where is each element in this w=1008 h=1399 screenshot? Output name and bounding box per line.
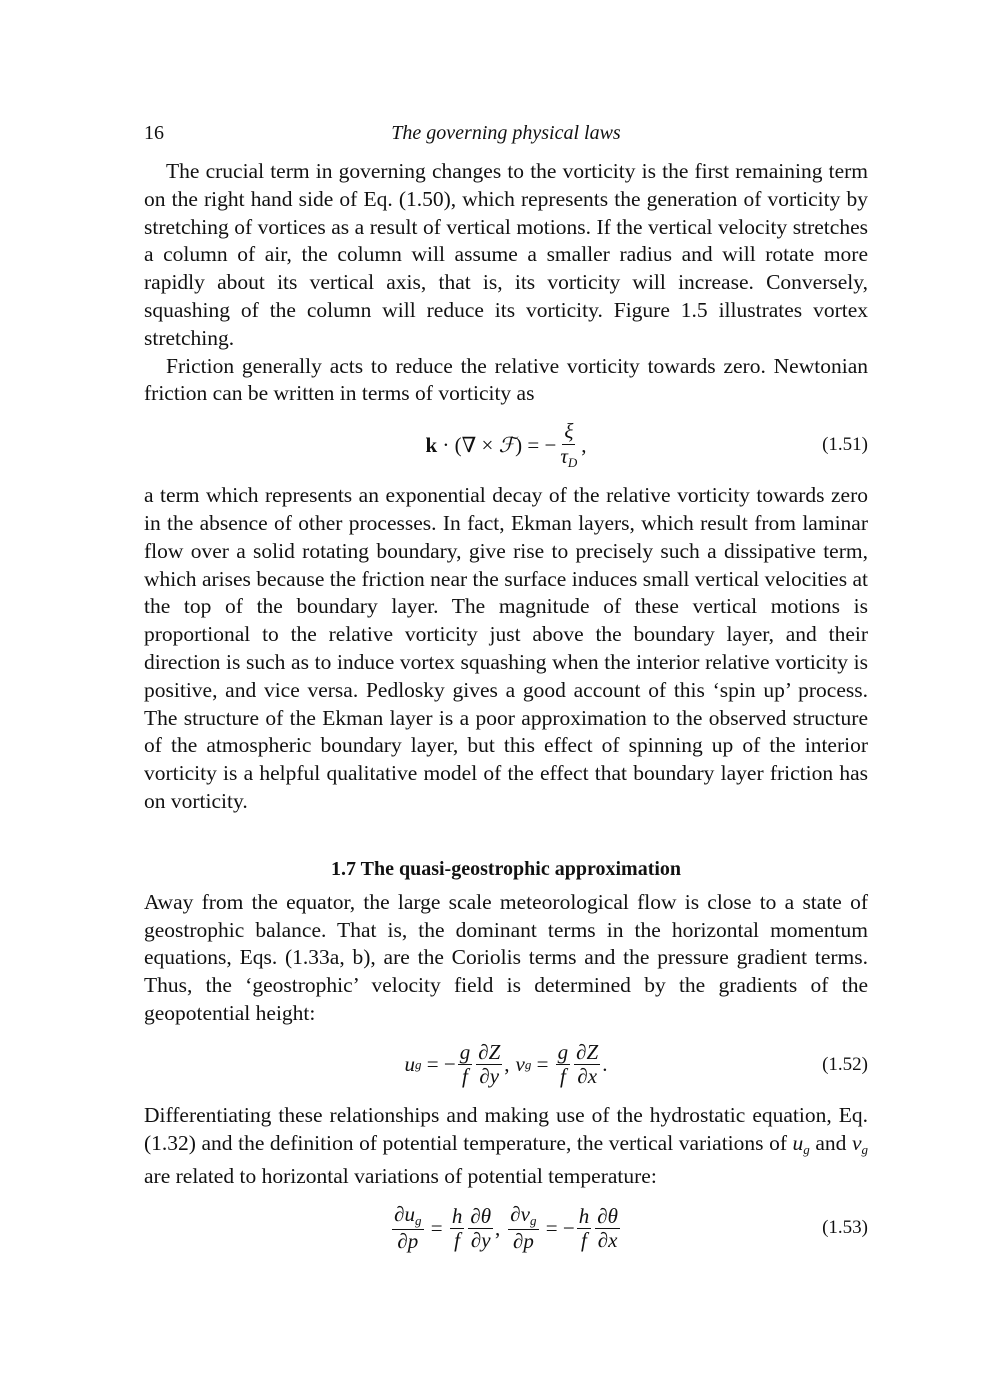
eq151-denominator <box>558 445 579 470</box>
eq152-dz-2: ∂Z <box>576 1040 599 1065</box>
eq152-frac-g-f-2 <box>556 1041 571 1088</box>
equation-1-52 <box>144 1032 868 1098</box>
eq153-dp-2: ∂p <box>512 1228 534 1253</box>
equation-1-52-body <box>144 1032 868 1098</box>
eq153-dtheta-2: ∂θ <box>597 1203 618 1228</box>
p5-and: and <box>809 1130 852 1155</box>
eq151-tau: τ <box>560 443 568 468</box>
eq151-lhs-middle: · (∇ × <box>437 432 499 457</box>
equation-1-51-body <box>144 412 868 478</box>
eq152-period: . <box>602 1052 608 1077</box>
eq153-dtheta-1: ∂θ <box>470 1203 492 1228</box>
eq153-dp-1: ∂p <box>397 1228 419 1253</box>
eq152-g-2: g <box>557 1040 569 1065</box>
section-title: 1.7 The quasi-geostrophic approximation <box>330 857 682 880</box>
paragraph-geostrophic: Away from the equator, the large scale meteorological flow is close to a state of geostrophic balance. That is, the dominant terms in the horizontal momentum equations, Eqs. (1.33a, b), are the Coriolis terms and the pressure gradient terms. Thus, the ‘geostrophic’ velocity field is determined by the gradients of the geopotential height: <box>144 889 868 1025</box>
eq152-frac-g-f-1 <box>458 1041 473 1088</box>
eq153-dv <box>508 1203 538 1229</box>
eq153-frac-dv-dp <box>508 1203 538 1252</box>
eq153-dv-text: ∂v <box>510 1202 530 1227</box>
eq153-frac-du-dp <box>392 1203 423 1252</box>
paragraph-thermal-wind <box>144 1102 868 1191</box>
book-page <box>144 118 868 1265</box>
p5-part-b: are related to horizontal variations of potential temperature: <box>144 1164 657 1189</box>
eq153-eq-minus: = − <box>540 1215 575 1240</box>
p5-vg: v <box>851 1130 862 1155</box>
eq152-u: u <box>404 1052 415 1077</box>
eq151-lhs-close: ) = − <box>515 432 557 457</box>
p5-ug: u <box>792 1130 804 1155</box>
eq153-du-sub: g <box>415 1213 422 1229</box>
equation-number-1-53: (1.53) <box>822 1217 868 1239</box>
equation-1-53-body <box>144 1195 868 1261</box>
paragraph-ekman: a term which represents an exponential decay of the relative vorticity towards zero in the absence of other processes. In fact, Ekman layers, which result from laminar flow over a solid rotating boundary, give rise to precisely such a dissipative term, which arises because the friction near the surface induces small vertical velocities at the top of the boundary layer. The magnitude of these vertical motions is proportional to the relative vorticity just above the boundary layer, and their direction is such as to induce vortex squashing when the interior relative vorticity is positive, and vice versa. Pedlosky gives a good account of this ‘spin up’ process. The structure of the Ekman layer is a poor approximation to the observed structure of the atmospheric boundary layer, but this effect of spinning up of the interior vorticity is a helpful qualitative model of the effect that boundary layer friction has on vorticity. <box>144 483 868 813</box>
eq153-du <box>392 1203 423 1229</box>
eq151-tail: , <box>581 432 587 457</box>
eq152-g-1: g <box>459 1040 471 1065</box>
eq152-v: v <box>515 1052 525 1077</box>
eq153-f-1: f <box>454 1227 461 1252</box>
equation-number-1-51: (1.51) <box>822 434 868 456</box>
eq152-f-1: f <box>462 1064 468 1089</box>
equation-1-53 <box>144 1195 868 1261</box>
eq152-v-sub: g <box>524 1056 532 1072</box>
eq152-comma: , <box>504 1052 510 1077</box>
eq153-f-2: f <box>581 1227 587 1252</box>
page-header <box>144 118 868 158</box>
eq153-frac-h-f-1 <box>450 1205 465 1252</box>
eq152-eq-minus: = − <box>421 1052 456 1077</box>
eq152-u-sub: g <box>415 1056 422 1072</box>
eq153-h-2: h <box>578 1203 590 1228</box>
page-number: 16 <box>144 122 164 144</box>
eq152-frac-dz-dy <box>476 1041 502 1088</box>
eq153-frac-h-f-2 <box>577 1205 592 1252</box>
eq151-friction-symbol: ℱ <box>498 433 516 458</box>
eq153-dy: ∂y <box>470 1227 491 1252</box>
eq153-comma: , <box>495 1215 501 1240</box>
equation-number-1-52: (1.52) <box>822 1053 868 1075</box>
eq152-dy: ∂y <box>479 1064 500 1089</box>
eq152-f-2: f <box>560 1064 566 1089</box>
equation-1-51 <box>144 412 868 478</box>
p5-vg-sub: g <box>861 1141 868 1157</box>
eq153-du-text: ∂u <box>394 1202 415 1227</box>
eq152-dx: ∂x <box>577 1064 598 1089</box>
eq153-h-1: h <box>451 1203 463 1228</box>
eq153-dx: ∂x <box>597 1227 618 1252</box>
eq153-eq: = <box>425 1215 448 1240</box>
p5-part-a: Differentiating these relationships and making use of the hydrostatic equation, Eq. (1.32) and the definition of potential temperature, the vertical variations of <box>144 1102 868 1155</box>
p5-ug-sub: g <box>803 1141 810 1157</box>
running-title: The governing physical laws <box>391 122 621 144</box>
paragraph-vortex-stretching: The crucial term in governing changes to the vorticity is the first remaining term on the right hand side of Eq. (1.50), which represents the generation of vorticity by stretching of vortices as a result of vertical motions. If the vertical velocity stretches a column of air, the column will assume a smaller radius and will rotate more rapidly about its vertical axis, that is, its vorticity will increase. Conversely, squashing of the column will reduce its vorticity. Figure 1.5 illustrates vortex stretching. <box>144 159 868 350</box>
eq152-eq: = <box>531 1052 554 1077</box>
eq153-frac-dtheta-dy <box>468 1205 493 1252</box>
eq153-dv-sub: g <box>530 1213 537 1229</box>
eq151-fraction <box>558 420 579 469</box>
eq151-numerator: ξ <box>564 419 574 444</box>
paragraph-friction: Friction generally acts to reduce the relative vorticity towards zero. Newtonian friction can be written in terms of vorticity as <box>144 353 868 406</box>
eq152-frac-dz-dx <box>574 1041 600 1088</box>
eq151-k: k <box>425 432 438 457</box>
eq152-dz-1: ∂Z <box>478 1040 501 1065</box>
eq153-frac-dtheta-dx <box>595 1205 620 1252</box>
eq151-tau-sub: D <box>567 454 578 470</box>
